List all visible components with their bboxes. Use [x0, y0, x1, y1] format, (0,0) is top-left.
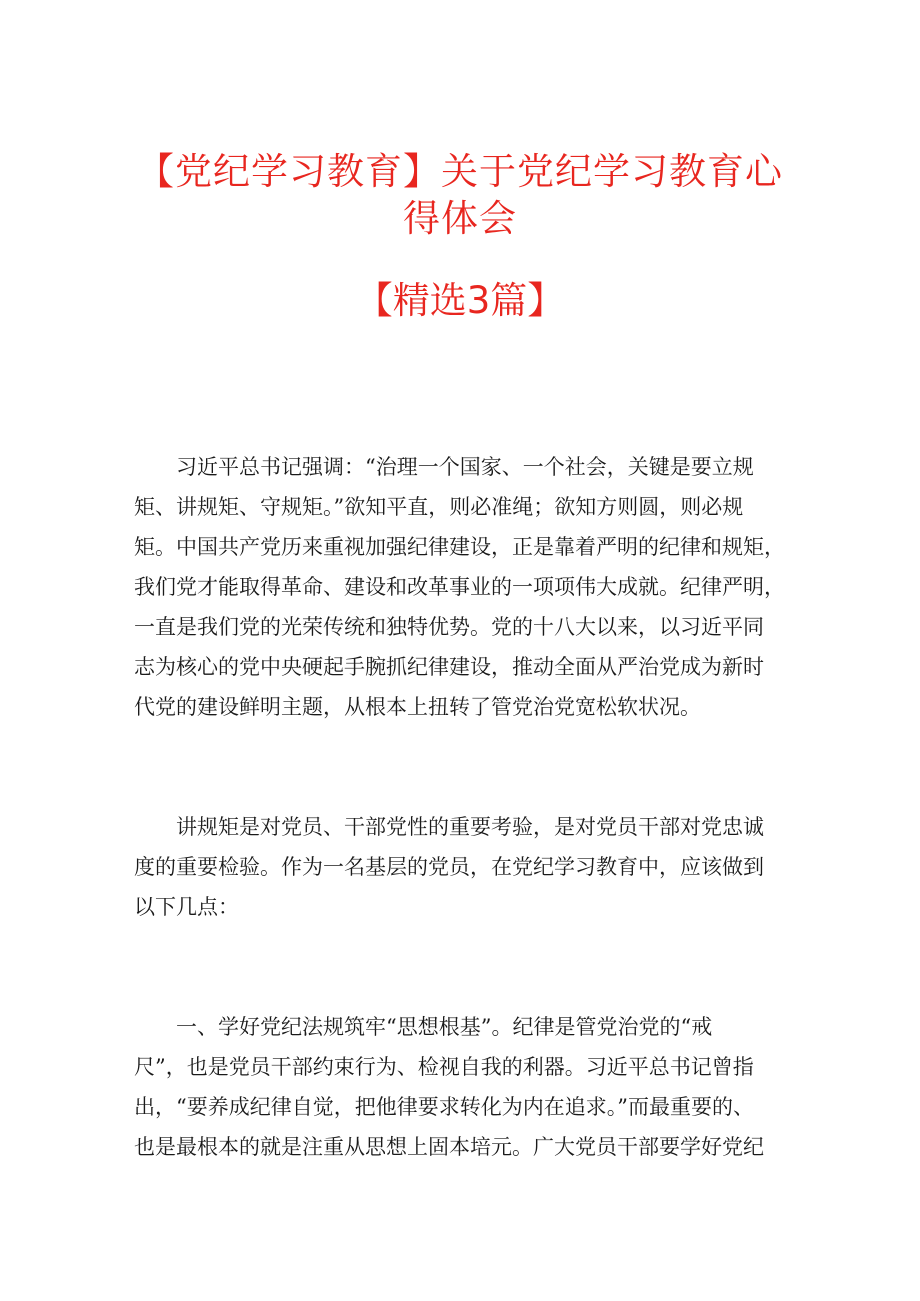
- document-title-line-1: 【党纪学习教育】关于党纪学习教育心: [137, 150, 783, 193]
- paragraph-line: 尺”，也是党员干部约束行为、检视自我的利器。习近平总书记曾指: [134, 1055, 754, 1079]
- paragraph-line: 习近平总书记强调：“治理一个国家、一个社会，关键是要立规: [176, 455, 754, 479]
- paragraph-line: 一、学好党纪法规筑牢“思想根基”。纪律是管党治党的“戒: [176, 1015, 713, 1039]
- paragraph-2: [134, 807, 794, 927]
- document-subtitle: 【精选3篇】: [355, 279, 565, 322]
- paragraph-line: 度的重要检验。作为一名基层的党员，在党纪学习教育中，应该做到: [134, 855, 764, 879]
- paragraph-line: 讲规矩是对党员、干部党性的重要考验，是对党员干部对党忠诚: [176, 815, 764, 839]
- paragraph-line: 我们党才能取得革命、建设和改革事业的一项项伟大成就。纪律严明，: [134, 575, 785, 599]
- paragraph-line: 也是最根本的就是注重从思想上固本培元。广大党员干部要学好党纪: [134, 1135, 764, 1159]
- paragraph-1: [134, 447, 794, 727]
- paragraph-line: 以下几点：: [134, 895, 239, 919]
- paragraph-line: 志为核心的党中央硬起手腕抓纪律建设，推动全面从严治党成为新时: [134, 655, 764, 679]
- paragraph-line: 矩。中国共产党历来重视加强纪律建设，正是靠着严明的纪律和规矩，: [134, 535, 785, 559]
- paragraph-line: 一直是我们党的光荣传统和独特优势。党的十八大以来，以习近平同: [134, 615, 764, 639]
- paragraph-line: 代党的建设鲜明主题，从根本上扭转了管党治党宽松软状况。: [134, 695, 701, 719]
- paragraph-line: 出，“要养成纪律自觉，把他律要求转化为内在追求。”而最重要的、: [134, 1095, 754, 1119]
- document-title-line-2: 得体会: [403, 197, 517, 240]
- paragraph-3: [134, 1007, 794, 1167]
- paragraph-line: 矩、讲规矩、守规矩。”欲知平直，则必准绳；欲知方则圆，则必规: [134, 495, 744, 519]
